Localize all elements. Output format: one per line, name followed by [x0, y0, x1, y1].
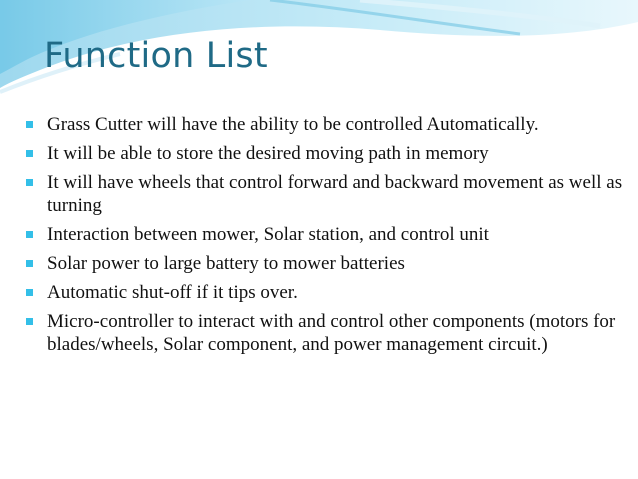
square-bullet-icon [26, 318, 33, 325]
list-item [14, 310, 629, 356]
square-bullet-icon [26, 179, 33, 186]
square-bullet-icon [26, 150, 33, 157]
list-item [14, 281, 629, 304]
bullet-text: Grass Cutter will have the ability to be controlled Automatically. [47, 114, 539, 135]
bullet-text: Solar power to large battery to mower batteries [47, 253, 405, 274]
list-item [14, 113, 629, 136]
list-item [14, 252, 629, 275]
bullet-text: Interaction between mower, Solar station, and control unit [47, 224, 489, 245]
square-bullet-icon [26, 121, 33, 128]
square-bullet-icon [26, 289, 33, 296]
bullet-text: It will be able to store the desired moving path in memory [47, 143, 489, 164]
list-item [14, 223, 629, 246]
square-bullet-icon [26, 231, 33, 238]
slide-title: Function List [44, 36, 268, 76]
bullet-text: Automatic shut-off if it tips over. [47, 282, 298, 303]
square-bullet-icon [26, 260, 33, 267]
list-item [14, 142, 629, 165]
list-item [14, 171, 629, 217]
bullet-list [14, 113, 629, 362]
bullet-text: Micro-controller to interact with and control other components (motors for blades/wheels, Solar component, and power management circuit.) [47, 311, 616, 355]
bullet-text: It will have wheels that control forward and backward movement as well as turning [47, 172, 623, 216]
